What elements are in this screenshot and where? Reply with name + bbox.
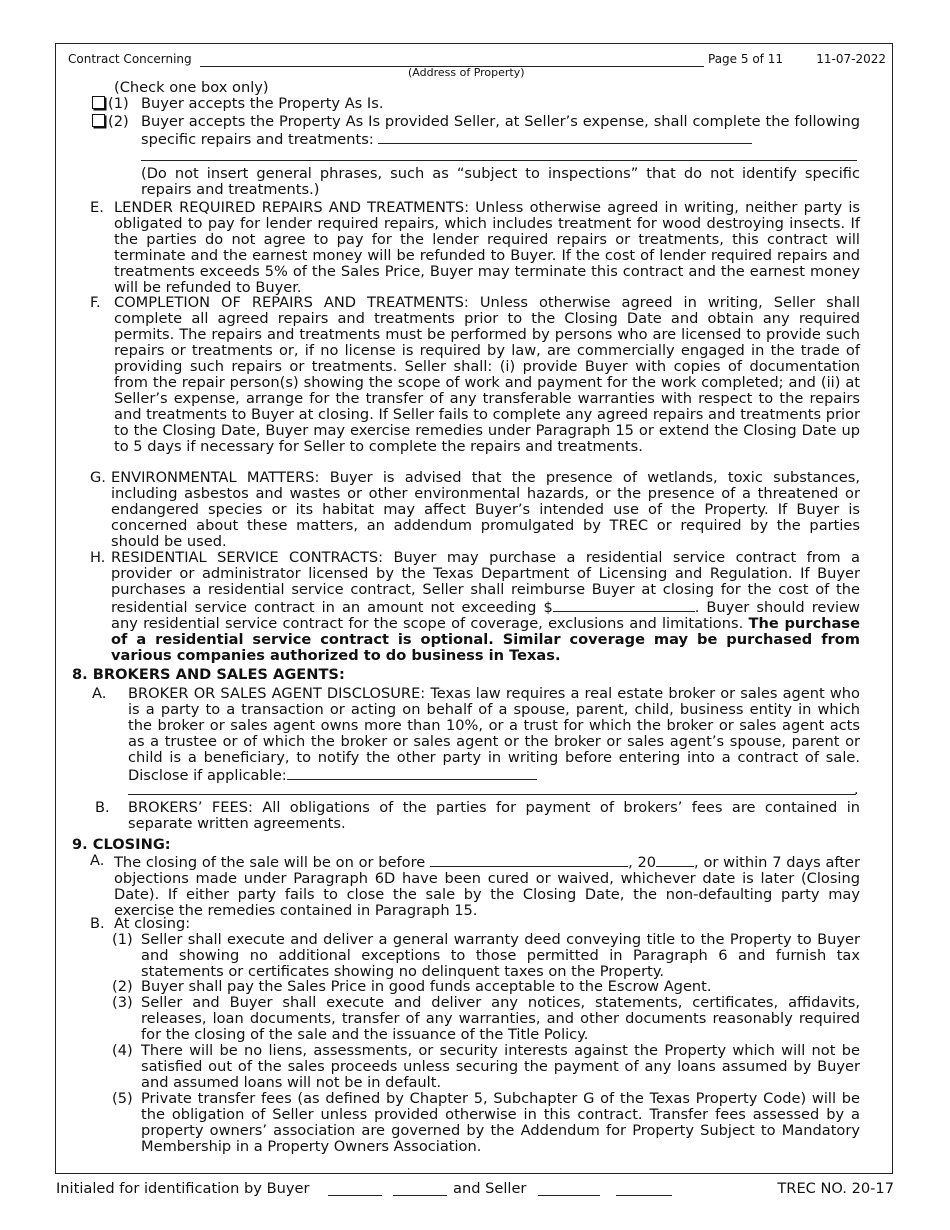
closing-item-3: (3) Seller and Buyer shall execute and deliver any notices, statements, certificates, affidavits, releases, loan documents, transfer of any warranties, and other documents reasonably required for the closing of the sale and the issuance of the Title Policy. <box>112 994 860 1043</box>
buyer-initials-1[interactable] <box>328 1195 382 1196</box>
repairs-field[interactable] <box>378 130 752 144</box>
closing-item-2: (2) Buyer shall pay the Sales Price in good funds acceptable to the Escrow Agent. <box>112 978 712 995</box>
form-date: 11-07-2022 <box>816 52 886 66</box>
buyer-initials-2[interactable] <box>393 1195 447 1196</box>
page-header <box>68 52 886 82</box>
section-h-text: RESIDENTIAL SERVICE CONTRACTS: Buyer may purchase a residential service contract from a provider or administrator licensed by the Texas Department of Licensing and Regulation. If Buyer purchases a residential service contract, Seller shall reimburse Buyer at closing for the cost of the residential service contract in an amount not exceeding $ . Buyer should review any residential service contract for the scope of coverage, exclusions and limitations. The purchase of a residential service contract is optional. Similar coverage may be purchased from various companies authorized to do business in Texas. <box>111 549 860 664</box>
checkbox-as-is-with-repairs[interactable] <box>92 114 105 127</box>
paragraph-8b-text: BROKERS’ FEES: All obligations of the parties for payment of brokers’ fees are contained in separate written agreements. <box>128 799 860 832</box>
paragraph-8a: A. BROKER OR SALES AGENT DISCLOSURE: Texas law requires a real estate broker or sales agent who is a party to a transaction or acting on behalf of a spouse, parent, child, business entity in which the broker or sales agent owns more than 10%, or a trust for which the broker or sales agent acts as a trustee or of which the broker or sales agent or the broker or sales agent’s spouse, parent or child is a beneficiary, to notify the other party in writing before entering into a contract of sale. Disclose if applicable: <box>92 685 860 784</box>
repairs-note: (Do not insert general phrases, such as “subject to inspections” that do not identify specific repairs and treatments.) <box>141 165 860 198</box>
address-caption: (Address of Property) <box>408 66 525 79</box>
contract-concerning-label: Contract Concerning <box>68 52 192 66</box>
paragraph-9a-text: The closing of the sale will be on or before , 20 , or within 7 days after objections made under Paragraph 6D have been cured or waived, whichever date is later (Closing Date). If either party fails to close the sale by the Closing Date, the non-defaulting party may exercise the remedies contained in Paragraph 15. <box>114 854 860 919</box>
section-g: G. ENVIRONMENTAL MATTERS: Buyer is advised that the presence of wetlands, toxic substances, including asbestos and wastes or other environmental hazards, or the presence of a threatened or endangered species or its habitat may affect Buyer’s intended use of the Property. If Buyer is concerned about these matters, an addendum promulgated by TREC or required by the parties should be used. <box>90 469 860 550</box>
section-h: H. RESIDENTIAL SERVICE CONTRACTS: Buyer may purchase a residential service contract from a provider or administrator licensed by the Texas Department of Licensing and Regulation. If Buyer purchases a residential service contract, Seller shall reimburse Buyer at closing for the cost of the residential service contract in an amount not exceeding $ . Buyer should review any residential service contract for the scope of coverage, exclusions and limitations. The purchase of a residential service contract is optional. Similar coverage may be purchased from various companies authorized to do business in Texas. <box>90 549 860 664</box>
page-footer <box>56 1180 894 1200</box>
paragraph-8a-text: BROKER OR SALES AGENT DISCLOSURE: Texas law requires a real estate broker or sales agent who is a party to a transaction or acting on behalf of a spouse, parent, child, business entity in which the broker or sales agent owns more than 10%, or a trust for which the broker or sales agent acts as a trustee or of which the broker or sales agent or the broker or sales agent’s spouse, parent or child is a beneficiary, to notify the other party in writing before entering into a contract of sale. Disclose if applicable: <box>128 685 860 784</box>
closing-item-5: (5) Private transfer fees (as defined by Chapter 5, Subchapter G of the Texas Property Code) will be the obligation of Seller unless provided otherwise in this contract. Transfer fees assessed by a property owners’ association are governed by the Addendum for Property Subject to Mandatory Membership in a Property Owners Association. <box>112 1090 860 1155</box>
paragraph-9b: B. At closing: <box>90 916 860 932</box>
section-g-text: ENVIRONMENTAL MATTERS: Buyer is advised that the presence of wetlands, toxic substances, including asbestos and wastes or other environmental hazards, or the presence of a threatened or endangered species or its habitat may affect Buyer’s intended use of the Property. If Buyer is concerned about these matters, an addendum promulgated by TREC or required by the parties should be used. <box>111 469 860 550</box>
closing-item-1: (1) Seller shall execute and deliver a general warranty deed conveying title to the Property to Buyer and showing no additional exceptions to those permitted in Paragraph 6 and furnish tax statements or certificates showing no delinquent taxes on the Property. <box>112 931 860 980</box>
seller-initials-2[interactable] <box>616 1195 672 1196</box>
paragraph-9b-text: At closing: <box>114 915 191 932</box>
section-e: E. LENDER REQUIRED REPAIRS AND TREATMENTS: Unless otherwise agreed in writing, neither party is obligated to pay for lender required repairs, which includes treatment for wood destroying insects. If the parties do not agree to pay for the lender required repairs or treatments, this contract will terminate and the earnest money will be refunded to Buyer. If the cost of lender required repairs and treatments exceeds 5% of the Sales Price, Buyer may terminate this contract and the earnest money will be refunded to Buyer. <box>90 199 860 296</box>
repairs-field-line-2[interactable] <box>141 146 857 161</box>
broker-disclosure-line-2[interactable] <box>128 780 856 795</box>
trec-form-number: TREC NO. 20-17 <box>777 1180 894 1197</box>
seller-initials-1[interactable] <box>538 1195 600 1196</box>
closing-date-field[interactable] <box>430 853 628 867</box>
option-2-text: Buyer accepts the Property As Is provided Seller, at Seller’s expense, shall complete the following specific repairs and treatments: <box>141 113 860 148</box>
option-2: (2) Buyer accepts the Property As Is provided Seller, at Seller’s expense, shall complete the following specific repairs and treatments: <box>92 114 860 148</box>
paragraph-8-heading: 8. BROKERS AND SALES AGENTS: <box>72 666 345 683</box>
and-seller-label: and Seller <box>453 1180 527 1197</box>
closing-year-field[interactable] <box>656 853 694 867</box>
paragraph-9a: A. The closing of the sale will be on or before , 20 , or within 7 days after objections made under Paragraph 6D have been cured or waived, whichever date is later (Closing Date). If either party fails to close the sale by the Closing Date, the non-defaulting party may exercise the remedies contained in Paragraph 15. <box>90 852 860 919</box>
option-1-text: Buyer accepts the Property As Is. <box>141 95 384 112</box>
option-1: (1) Buyer accepts the Property As Is. <box>92 96 860 112</box>
check-one-instruction: (Check one box only) <box>114 79 269 96</box>
section-f: F. COMPLETION OF REPAIRS AND TREATMENTS: Unless otherwise agreed in writing, Seller shall complete all agreed repairs and treatments prior to the Closing Date and obtain any required permits. The repairs and treatments must be performed by persons who are licensed to provide such repairs or treatments or, if no license is required by law, are commercially engaged in the trade of providing such repairs or treatments. Seller shall: (i) provide Buyer with copies of documentation from the repair person(s) showing the scope of work and payment for the work completed; and (ii) at Seller’s expense, arrange for the transfer of any transferable warranties with respect to the repairs and treatments to Buyer at closing. If Seller fails to complete any agreed repairs and treatments prior to the Closing Date, Buyer may exercise remedies under Paragraph 15 or extend the Closing Date up to 5 days if necessary for Seller to complete the repairs and treatments. <box>90 294 860 455</box>
section-f-text: COMPLETION OF REPAIRS AND TREATMENTS: Unless otherwise agreed in writing, Seller shall complete all agreed repairs and treatments prior to the Closing Date and obtain any required permits. The repairs and treatments must be performed by persons who are licensed to provide such repairs or treatments or, if no license is required by law, are commercially engaged in the trade of providing such repairs or treatments. Seller shall: (i) provide Buyer with copies of documentation from the repair person(s) showing the scope of work and payment for the work completed; and (ii) at Seller’s expense, arrange for the transfer of any transferable warranties with respect to the repairs and treatments to Buyer at closing. If Seller fails to complete any agreed repairs and treatments prior to the Closing Date, Buyer may exercise remedies under Paragraph 15 or extend the Closing Date up to 5 days if necessary for Seller to complete the repairs and treatments. <box>114 294 860 455</box>
initialed-label: Initialed for identification by Buyer <box>56 1180 310 1197</box>
paragraph-8b: B. BROKERS’ FEES: All obligations of the parties for payment of brokers’ fees are contained in separate written agreements. <box>95 799 860 832</box>
paragraph-9-heading: 9. CLOSING: <box>72 836 171 853</box>
page-number: Page 5 of 11 <box>708 52 783 66</box>
closing-item-4: (4) There will be no liens, assessments, or security interests against the Property which will not be satisfied out of the sales proceeds unless securing the payment of any loans assumed by Buyer and assumed loans will not be in default. <box>112 1042 860 1091</box>
section-e-text: LENDER REQUIRED REPAIRS AND TREATMENTS: Unless otherwise agreed in writing, neither party is obligated to pay for lender required repairs, which includes treatment for wood destroying insects. If the parties do not agree to pay for the lender required repairs or treatments, this contract will terminate and the earnest money will be refunded to Buyer. If the cost of lender required repairs and treatments exceeds 5% of the Sales Price, Buyer may terminate this contract and the earnest money will be refunded to Buyer. <box>114 199 860 296</box>
checkbox-as-is[interactable] <box>92 96 105 109</box>
service-contract-amount-field[interactable] <box>553 598 695 612</box>
broker-disclosure-field[interactable] <box>287 766 537 780</box>
